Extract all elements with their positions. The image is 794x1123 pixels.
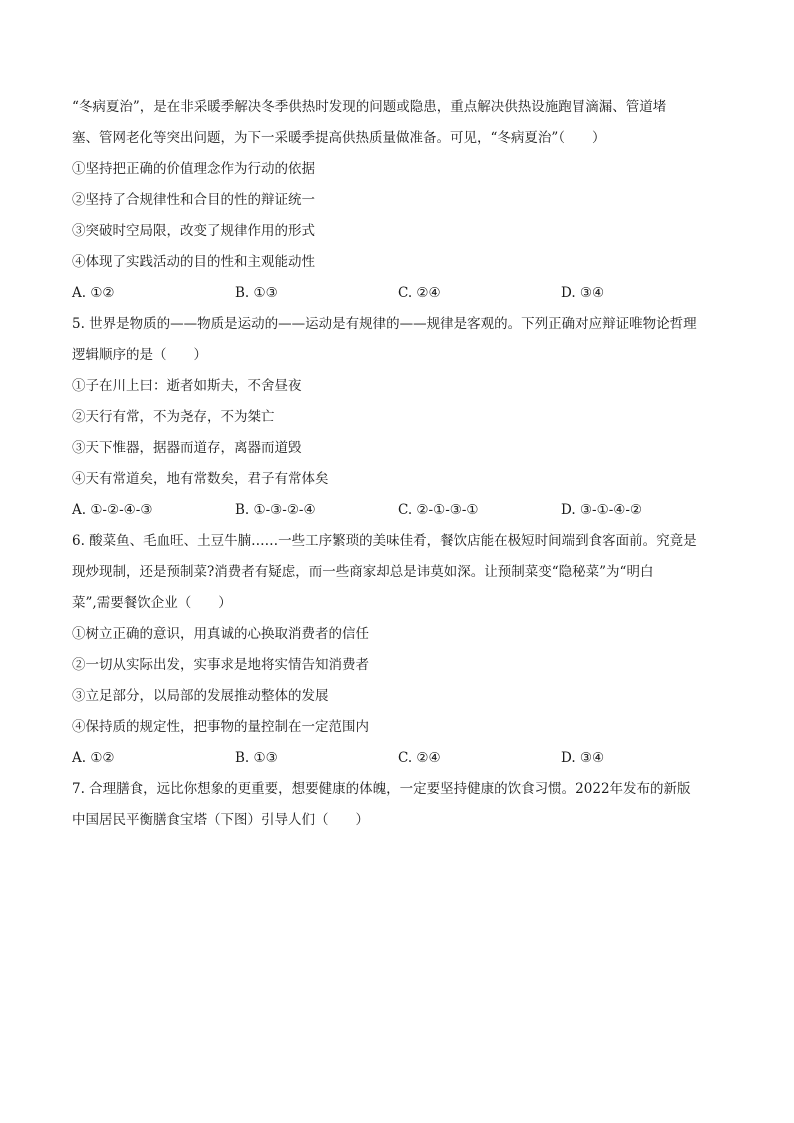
question-4-stem-line: “冬病夏治”，是在非采暖季解决冬季供热时发现的问题或隐患，重点解决供热设施跑冒滴漏、管道堵: [72, 99, 667, 115]
question-5-choice-b: B. ①-③-②-④: [235, 502, 316, 518]
question-6-stem-line: 菜”,需要餐饮企业（ ）: [72, 595, 232, 611]
question-4-choice-c: C. ②④: [398, 285, 441, 301]
question-6-choice-b: B. ①③: [235, 750, 278, 766]
question-5-option-2: ②天行有常，不为尧存，不为桀亡: [72, 409, 275, 425]
question-5-option-1: ①子在川上曰：逝者如斯夫，不舍昼夜: [72, 378, 302, 394]
question-6-option-4: ④保持质的规定性，把事物的量控制在一定范围内: [72, 719, 369, 735]
question-6-stem-line: 6. 酸菜鱼、毛血旺、土豆牛腩……一些工序繁琐的美味佳肴，餐饮店能在极短时间端到食客面前。究竟是: [72, 533, 697, 549]
question-4-choice-b: B. ①③: [235, 285, 278, 301]
question-5-stem-line: 5. 世界是物质的——物质是运动的——运动是有规律的——规律是客观的。下列正确对应辩证唯物论哲理: [72, 316, 697, 332]
question-5-stem-line: 逻辑顺序的是（ ）: [72, 347, 207, 363]
question-6-option-2: ②一切从实际出发，实事求是地将实情告知消费者: [72, 657, 369, 673]
question-6-stem: [72, 526, 724, 619]
question-7-stem-line: 7. 合理膳食，远比你想象的更重要，想要健康的体魄，一定要坚持健康的饮食习惯。2022年发布的新版: [72, 781, 691, 797]
question-5-choices: [72, 495, 724, 526]
question-5-option-3: ③天下惟器，据器而道存，离器而道毁: [72, 440, 302, 456]
question-6-choices: [72, 743, 724, 774]
question-5-stem: [72, 309, 724, 371]
question-4-stem-line: 塞、管网老化等突出问题，为下一采暖季提高供热质量做准备。可见，“冬病夏治”（ ）: [72, 130, 606, 146]
question-4-choice-a: A. ①②: [72, 285, 115, 301]
page-content: [72, 92, 724, 836]
question-4-option-2: ②坚持了合规律性和合目的性的辩证统一: [72, 192, 315, 208]
question-4-choices: [72, 278, 724, 309]
question-5-choice-c: C. ②-①-③-①: [398, 502, 479, 518]
question-4-option-4: ④体现了实践活动的目的性和主观能动性: [72, 254, 315, 270]
question-4-option-3: ③突破时空局限，改变了规律作用的形式: [72, 223, 315, 239]
question-6-stem-line: 现炒现制，还是预制菜?消费者有疑虑，而一些商家却总是讳莫如深。让预制菜变“隐秘菜”为“明白: [72, 564, 654, 580]
question-4-option-1: ①坚持把正确的价值理念作为行动的依据: [72, 161, 315, 177]
question-5-choice-d: D. ③-①-④-②: [561, 502, 643, 518]
question-4-stem: [72, 92, 724, 154]
question-7-stem: [72, 774, 724, 836]
question-5-option-4: ④天有常道矣，地有常数矣，君子有常体矣: [72, 471, 329, 487]
question-6-choice-d: D. ③④: [561, 750, 605, 766]
question-5-choice-a: A. ①-②-④-③: [72, 502, 153, 518]
question-6-choice-c: C. ②④: [398, 750, 441, 766]
question-7-stem-line: 中国居民平衡膳食宝塔（下图）引导人们（ ）: [72, 812, 369, 828]
question-4-choice-d: D. ③④: [561, 285, 605, 301]
question-6-option-1: ①树立正确的意识，用真诚的心换取消费者的信任: [72, 626, 369, 642]
question-6-choice-a: A. ①②: [72, 750, 115, 766]
question-6-option-3: ③立足部分，以局部的发展推动整体的发展: [72, 688, 329, 704]
